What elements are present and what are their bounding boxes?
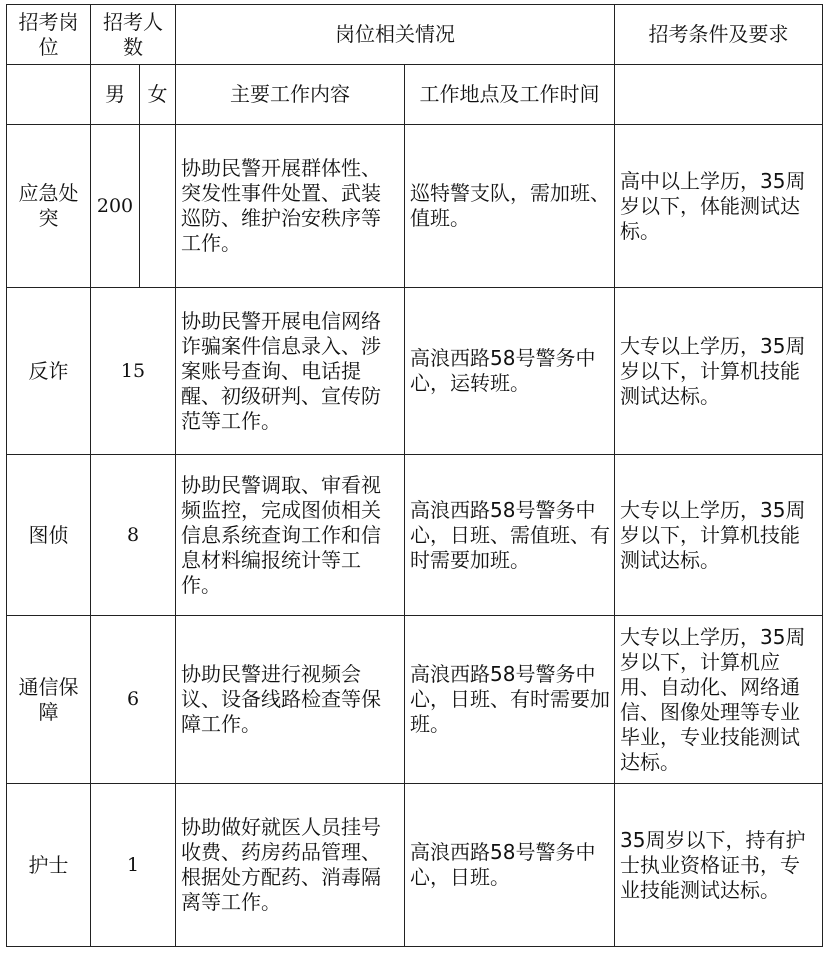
main-work-cell: 协助民警开展群体性、突发性事件处置、武装巡防、维护治安秩序等工作。: [176, 125, 405, 288]
header-main-work: 主要工作内容: [176, 65, 405, 125]
requirements-cell: 大专以上学历，35周岁以下，计算机技能测试达标。: [615, 288, 823, 455]
table-row: [7, 455, 823, 616]
table-row: [7, 125, 823, 288]
main-work-cell: 协助民警调取、审看视频监控，完成图侦相关信息系统查询工作和信息材料编报统计等工作。: [176, 455, 405, 616]
requirements-cell: 高中以上学历，35周岁以下，体能测试达标。: [615, 125, 823, 288]
location-time-cell: 高浪西路58号警务中心，运转班。: [405, 288, 615, 455]
header-job-info: 岗位相关情况: [176, 5, 615, 65]
location-time-cell: 高浪西路58号警务中心，日班。: [405, 784, 615, 947]
header-empty-cell: [7, 65, 91, 125]
header-location-time: 工作地点及工作时间: [405, 65, 615, 125]
count-cell: 8: [91, 455, 176, 616]
position-cell: 应急处突: [7, 125, 91, 288]
header-row-1: [7, 5, 823, 65]
header-count: 招考人数: [91, 5, 176, 65]
header-empty-cell: [615, 65, 823, 125]
main-work-cell: 协助民警开展电信网络诈骗案件信息录入、涉案账号查询、电话提醒、初级研判、宣传防范等工作。: [176, 288, 405, 455]
count-cell: 15: [91, 288, 176, 455]
header-row-2: [7, 65, 823, 125]
main-work-cell: 协助民警进行视频会议、设备线路检查等保障工作。: [176, 616, 405, 784]
position-cell: 通信保障: [7, 616, 91, 784]
table-row: [7, 288, 823, 455]
requirements-cell: 大专以上学历，35周岁以下，计算机应用、自动化、网络通信、图像处理等专业毕业，专业技能测试达标。: [615, 616, 823, 784]
location-time-cell: 巡特警支队，需加班、值班。: [405, 125, 615, 288]
header-female: 女: [140, 65, 176, 125]
requirements-cell: 35周岁以下，持有护士执业资格证书，专业技能测试达标。: [615, 784, 823, 947]
male-count-cell: 200: [91, 125, 140, 288]
table-row: [7, 616, 823, 784]
position-cell: 图侦: [7, 455, 91, 616]
header-requirements: 招考条件及要求: [615, 5, 823, 65]
requirements-cell: 大专以上学历，35周岁以下，计算机技能测试达标。: [615, 455, 823, 616]
header-male: 男: [91, 65, 140, 125]
count-cell: 6: [91, 616, 176, 784]
count-cell: 1: [91, 784, 176, 947]
main-work-cell: 协助做好就医人员挂号收费、药房药品管理、根据处方配药、消毒隔离等工作。: [176, 784, 405, 947]
location-time-cell: 高浪西路58号警务中心，日班、需值班、有时需要加班。: [405, 455, 615, 616]
female-count-cell: [140, 125, 176, 288]
header-position: 招考岗位: [7, 5, 91, 65]
position-cell: 反诈: [7, 288, 91, 455]
table-row: [7, 784, 823, 947]
location-time-cell: 高浪西路58号警务中心，日班、有时需要加班。: [405, 616, 615, 784]
position-cell: 护士: [7, 784, 91, 947]
recruitment-table: [6, 4, 823, 947]
